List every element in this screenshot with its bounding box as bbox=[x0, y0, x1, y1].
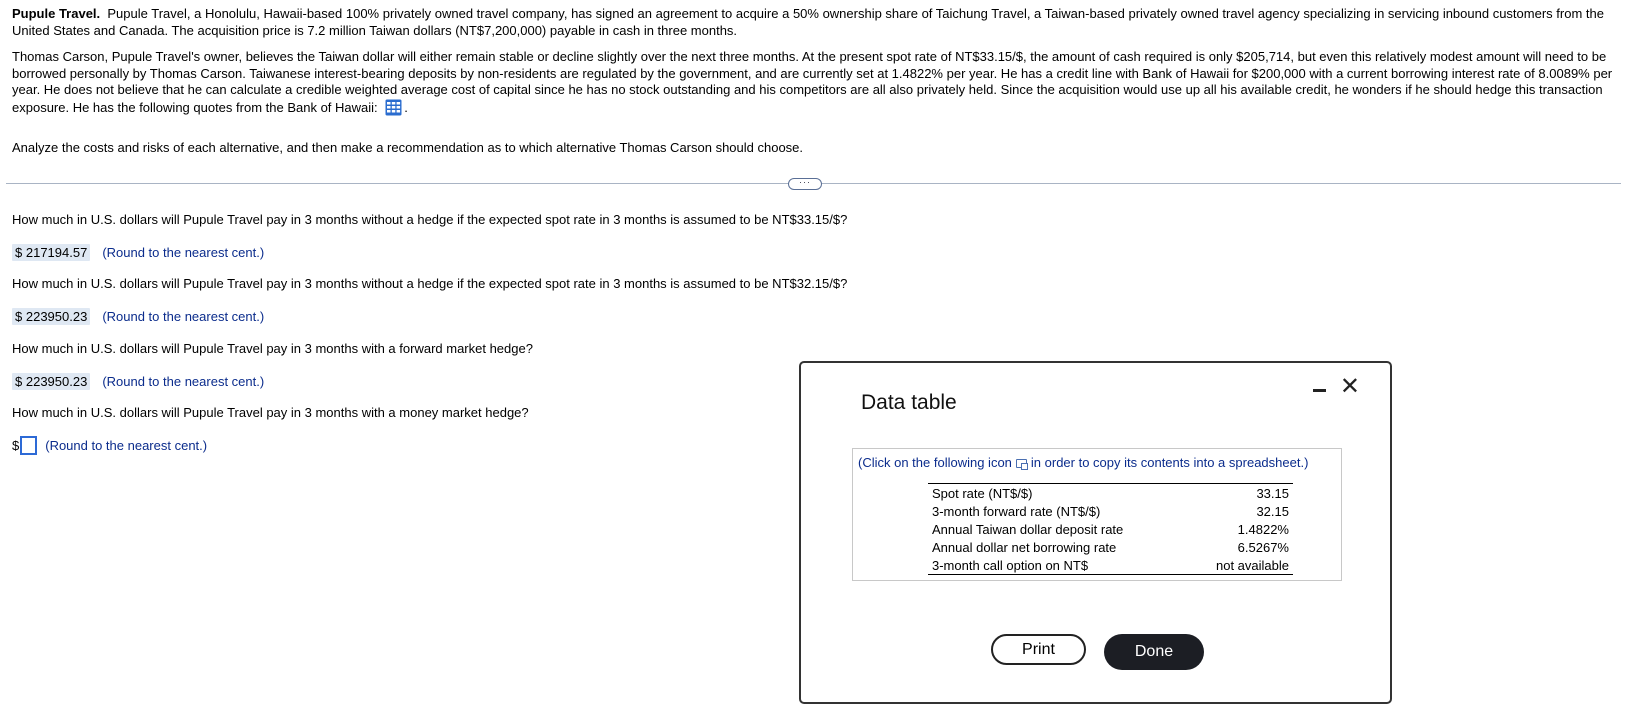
table-row bbox=[928, 484, 1293, 503]
answer-row-4 bbox=[12, 436, 207, 455]
round-hint-3: (Round to the nearest cent.) bbox=[102, 374, 265, 389]
table-row bbox=[928, 520, 1293, 538]
answer-field-1[interactable] bbox=[12, 244, 90, 261]
answer-row-3 bbox=[12, 373, 264, 390]
row-value: 1.4822% bbox=[1237, 521, 1289, 537]
copy-instruction bbox=[858, 455, 1308, 470]
row-value: 6.5267% bbox=[1237, 539, 1289, 555]
question-3: How much in U.S. dollars will Pupule Travel pay in 3 months with a forward market hedge? bbox=[12, 341, 533, 356]
copy-instruction-before: (Click on the following icon bbox=[858, 455, 1012, 470]
row-value: not available bbox=[1216, 557, 1289, 573]
question-4: How much in U.S. dollars will Pupule Travel pay in 3 months with a money market hedge? bbox=[12, 405, 529, 420]
problem-intro-text: Pupule Travel, a Honolulu, Hawaii-based 100% privately owned travel company, has signed an agreement to acquire a 50% ownership share of Taichung Travel, a Taiwan-based privately owned travel agency specializing in servicing inbound customers from the United States and Canada. The acquisition price is 7.2 million Taiwan dollars (NT$7,200,000) payable in cash in three months. bbox=[12, 6, 1604, 38]
copy-instruction-after: in order to copy its contents into a spreadsheet.) bbox=[1030, 455, 1309, 470]
problem-paragraph-2 bbox=[12, 49, 1617, 116]
currency-symbol: $ bbox=[12, 438, 20, 453]
problem-paragraph-1 bbox=[12, 6, 1617, 39]
problem-instruction: Analyze the costs and risks of each alternative, and then make a recommendation as to which alternative Thomas Carson should choose. bbox=[12, 140, 804, 155]
currency-symbol: $ bbox=[15, 309, 23, 324]
currency-symbol: $ bbox=[15, 374, 23, 389]
problem-title: Pupule Travel. bbox=[12, 6, 101, 21]
table-row bbox=[928, 538, 1293, 556]
answer-field-2[interactable] bbox=[12, 308, 90, 325]
table-row bbox=[928, 502, 1293, 520]
round-hint-4: (Round to the nearest cent.) bbox=[45, 438, 208, 453]
done-button[interactable]: Done bbox=[1104, 634, 1204, 670]
close-icon[interactable]: ✕ bbox=[1339, 373, 1360, 400]
print-button[interactable]: Print bbox=[991, 634, 1086, 665]
row-label: 3-month call option on NT$ bbox=[932, 557, 1089, 573]
row-value: 32.15 bbox=[1256, 503, 1289, 519]
answer-row-1 bbox=[12, 244, 264, 261]
problem-statement bbox=[12, 6, 1617, 167]
question-2: How much in U.S. dollars will Pupule Travel pay in 3 months without a hedge if the expected spot rate in 3 months is assumed to be NT$32.15/$? bbox=[12, 276, 848, 291]
answer-value-1: 217194.57 bbox=[25, 245, 88, 260]
minimize-icon[interactable] bbox=[1313, 389, 1326, 392]
row-label: Annual Taiwan dollar deposit rate bbox=[932, 521, 1124, 537]
rates-table bbox=[928, 483, 1293, 575]
row-label: Annual dollar net borrowing rate bbox=[932, 539, 1117, 555]
problem-paragraph-end: . bbox=[404, 99, 408, 115]
row-value: 33.15 bbox=[1256, 485, 1289, 501]
round-hint-2: (Round to the nearest cent.) bbox=[102, 309, 265, 324]
round-hint-1: (Round to the nearest cent.) bbox=[102, 245, 265, 260]
data-table-icon[interactable] bbox=[385, 99, 402, 116]
table-row bbox=[928, 556, 1293, 575]
answer-value-3: 223950.23 bbox=[25, 374, 88, 389]
copy-icon[interactable] bbox=[1016, 459, 1027, 468]
question-1: How much in U.S. dollars will Pupule Travel pay in 3 months without a hedge if the expected spot rate in 3 months is assumed to be NT$33.15/$? bbox=[12, 212, 848, 227]
data-table-dialog bbox=[799, 361, 1392, 704]
currency-symbol: $ bbox=[15, 245, 23, 260]
answer-row-2 bbox=[12, 308, 264, 325]
expand-more-button[interactable]: ··· bbox=[788, 178, 822, 190]
answer-input-4[interactable] bbox=[20, 436, 37, 455]
row-label: Spot rate (NT$/$) bbox=[932, 485, 1033, 501]
answer-value-2: 223950.23 bbox=[25, 309, 88, 324]
dialog-title: Data table bbox=[861, 391, 957, 414]
data-table-container bbox=[852, 448, 1342, 581]
row-label: 3-month forward rate (NT$/$) bbox=[932, 503, 1101, 519]
problem-details-text: Thomas Carson, Pupule Travel's owner, believes the Taiwan dollar will either remain stable or decline slightly over the next three months. At the present spot rate of NT$33.15/$, the amount of cash required is only $205,714, but even this relatively modest amount will need to be borrowed personally by Thomas Carson. Taiwanese interest-bearing deposits by non-residents are regulated by the government, and are currently set at 1.4822% per year. He has a credit line with Bank of Hawaii for $200,000 with a current borrowing interest rate of 8.0089% per year. He does not believe that he can calculate a credible weighted average cost of capital since he has no stock outstanding and his competitors are all also privately held. Since the acquisition would use up all his available credit, he wonders if he should hedge this transaction exposure. He has the following quotes from the Bank of Hawaii: bbox=[12, 49, 1613, 115]
answer-field-3[interactable] bbox=[12, 373, 90, 390]
